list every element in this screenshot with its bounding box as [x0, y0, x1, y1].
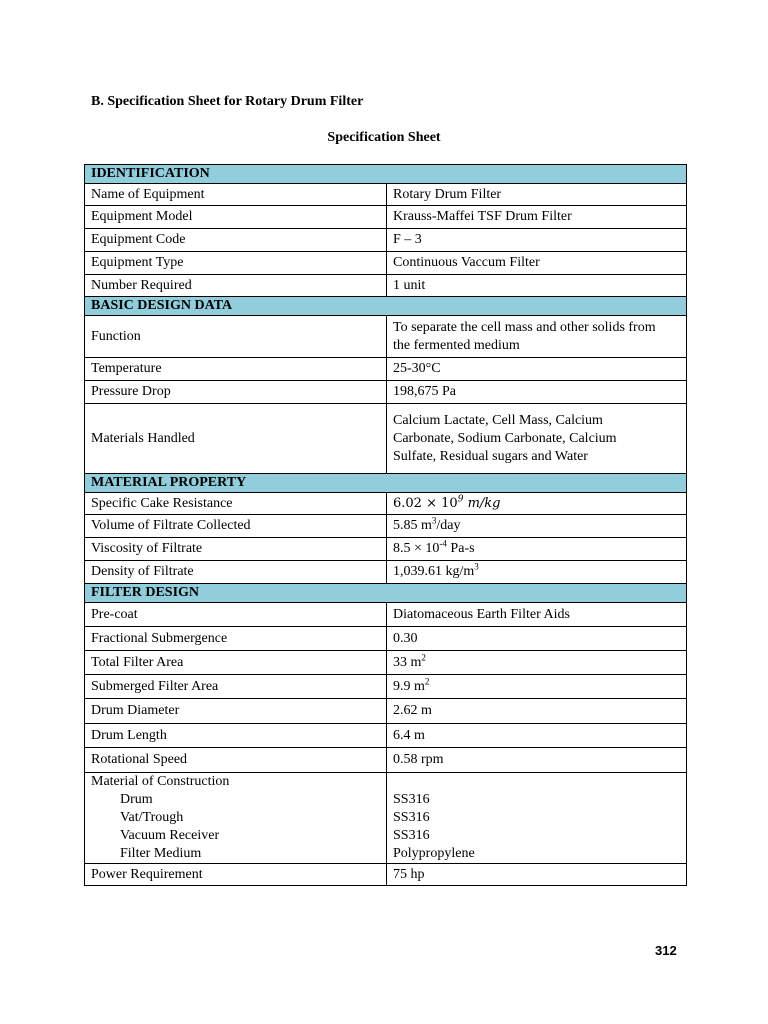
- table-row: [85, 651, 687, 675]
- section-header-filter-design: [85, 584, 687, 603]
- row-value: 2.62 m: [387, 699, 687, 724]
- value-main: 8.5 × 10: [393, 541, 440, 556]
- row-label: Density of Filtrate: [85, 561, 387, 584]
- table-row: [85, 275, 687, 297]
- sub-label: Drum: [120, 792, 153, 807]
- table-row: [85, 252, 687, 275]
- row-label: Drum Diameter: [85, 699, 387, 724]
- row-label: Equipment Model: [85, 206, 387, 229]
- table-row: [85, 748, 687, 773]
- specification-table: [84, 164, 687, 886]
- section-header-identification: [85, 165, 687, 184]
- document-heading: B. Specification Sheet for Rotary Drum Filter: [91, 94, 364, 109]
- mantissa: 6.02: [393, 495, 422, 511]
- sub-value: SS316: [393, 810, 430, 825]
- row-value: 6.4 m: [387, 724, 687, 748]
- value-line: Carbonate, Sodium Carbonate, Calcium: [393, 430, 617, 446]
- value-line: the fermented medium: [393, 337, 520, 353]
- value-tail: /day: [436, 518, 461, 533]
- table-row: [85, 404, 687, 474]
- times-sign: ×: [426, 495, 437, 511]
- row-label: Equipment Code: [85, 229, 387, 252]
- table-row: [85, 603, 687, 627]
- section-title: FILTER DESIGN: [85, 584, 687, 603]
- row-label: Drum Length: [85, 724, 387, 748]
- table-row: [85, 515, 687, 538]
- section-title: IDENTIFICATION: [85, 165, 687, 184]
- table-row: [85, 381, 687, 404]
- row-label: Temperature: [85, 358, 387, 381]
- row-label: Submerged Filter Area: [85, 675, 387, 699]
- base: 10: [441, 495, 458, 511]
- row-value: Continuous Vaccum Filter: [387, 252, 687, 275]
- row-value: Diatomaceous Earth Filter Aids: [387, 603, 687, 627]
- value-main: 1,039.61 kg/m: [393, 564, 475, 579]
- page-number: 312: [655, 943, 677, 958]
- table-row: [85, 724, 687, 748]
- table-row: [85, 206, 687, 229]
- unit: m/kg: [467, 495, 501, 511]
- table-row: [85, 675, 687, 699]
- row-value: [387, 316, 687, 358]
- section-header-material-property: [85, 474, 687, 493]
- table-row: [85, 864, 687, 886]
- row-label: Name of Equipment: [85, 184, 387, 206]
- value-superscript: 2: [421, 651, 426, 662]
- table-row: [85, 316, 687, 358]
- row-value: 75 hp: [387, 864, 687, 886]
- group-label: Material of Construction: [91, 774, 230, 789]
- row-value: [387, 675, 687, 699]
- value-superscript: 3: [431, 515, 437, 526]
- row-label: Pressure Drop: [85, 381, 387, 404]
- table-row: [85, 538, 687, 561]
- table-row: [85, 493, 687, 515]
- sub-value: SS316: [393, 828, 430, 843]
- section-title: BASIC DESIGN DATA: [85, 297, 687, 316]
- sub-value: Polypropylene: [393, 846, 475, 861]
- row-value: [387, 515, 687, 538]
- row-label: Fractional Submergence: [85, 627, 387, 651]
- row-value: Rotary Drum Filter: [387, 184, 687, 206]
- row-label: Pre-coat: [85, 603, 387, 627]
- table-row: [85, 358, 687, 381]
- value-line: To separate the cell mass and other solids from: [393, 319, 656, 335]
- table-row: [85, 699, 687, 724]
- row-label: Rotational Speed: [85, 748, 387, 773]
- row-label: Total Filter Area: [85, 651, 387, 675]
- row-value: 0.30: [387, 627, 687, 651]
- row-label: Power Requirement: [85, 864, 387, 886]
- table-row: [85, 773, 687, 864]
- section-title: MATERIAL PROPERTY: [85, 474, 687, 493]
- row-label: Materials Handled: [85, 404, 387, 474]
- row-value: 198,675 Pa: [387, 381, 687, 404]
- row-value: 1 unit: [387, 275, 687, 297]
- row-value: [387, 651, 687, 675]
- row-label: Equipment Type: [85, 252, 387, 275]
- sheet-title: Specification Sheet: [327, 130, 441, 145]
- cake-resistance-formula: [393, 496, 500, 511]
- value-line: Calcium Lactate, Cell Mass, Calcium: [393, 412, 603, 428]
- row-value: 25-30°C: [387, 358, 687, 381]
- table-row: [85, 184, 687, 206]
- row-value: [387, 493, 687, 515]
- value-main: 9.9 m: [393, 678, 425, 694]
- table-row: [85, 229, 687, 252]
- section-header-basic-design-data: [85, 297, 687, 316]
- value-superscript: 2: [424, 675, 430, 686]
- sub-value: SS316: [393, 792, 430, 807]
- sub-label: Vat/Trough: [120, 810, 184, 825]
- value-main: 5.85 m: [393, 518, 432, 533]
- value-main: 33 m: [393, 654, 422, 670]
- row-value: [387, 561, 687, 584]
- value-line: Sulfate, Residual sugars and Water: [393, 448, 588, 464]
- row-value: [387, 404, 687, 474]
- sub-label: Vacuum Receiver: [120, 828, 220, 843]
- value-superscript: 3: [474, 561, 479, 572]
- row-value: 0.58 rpm: [387, 748, 687, 773]
- row-label: Volume of Filtrate Collected: [85, 515, 387, 538]
- row-label: Viscosity of Filtrate: [85, 538, 387, 561]
- row-value: F – 3: [387, 229, 687, 252]
- row-value: [387, 538, 687, 561]
- exponent: 9: [457, 494, 464, 505]
- row-label: Number Required: [85, 275, 387, 297]
- table-row: [85, 627, 687, 651]
- value-tail: Pa-s: [446, 541, 475, 556]
- row-value: Krauss-Maffei TSF Drum Filter: [387, 206, 687, 229]
- sub-label: Filter Medium: [120, 846, 202, 861]
- row-label: [85, 773, 387, 864]
- row-label: Function: [85, 316, 387, 358]
- value-superscript: -4: [439, 538, 447, 549]
- row-label: Specific Cake Resistance: [85, 493, 387, 515]
- table-row: [85, 561, 687, 584]
- row-value: [387, 773, 687, 864]
